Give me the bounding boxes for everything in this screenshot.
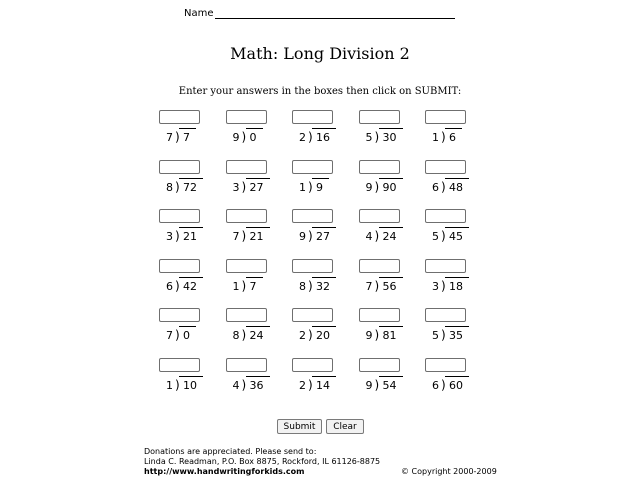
division-bracket: ) (308, 278, 313, 293)
divisor: 7 (365, 279, 373, 293)
division-problem (149, 107, 216, 157)
divisor: 2 (299, 131, 306, 144)
dividend: 60 (445, 376, 469, 392)
dividend: 0 (246, 128, 263, 144)
dividend: 10 (179, 376, 203, 392)
division-bracket: ) (441, 130, 446, 144)
division-problem (349, 355, 416, 405)
division-problem (216, 206, 283, 256)
dividend: 18 (445, 277, 469, 293)
footer (144, 447, 380, 477)
division-bracket: ) (308, 328, 313, 342)
answer-input[interactable] (359, 259, 400, 273)
answer-input[interactable] (292, 358, 333, 372)
dividend: 90 (379, 178, 403, 194)
divisor: 6 (166, 279, 173, 293)
submit-button[interactable]: Submit (277, 419, 322, 434)
divisor: 4 (365, 230, 373, 243)
answer-input[interactable] (159, 259, 200, 273)
instructions: Enter your answers in the boxes then click on SUBMIT: (178, 86, 462, 97)
division-problem (149, 256, 216, 306)
divisor: 5 (365, 131, 373, 144)
divisor: 3 (166, 230, 173, 243)
dividend: 7 (246, 277, 263, 293)
division-problem (349, 206, 416, 256)
division-problem (415, 305, 482, 355)
division-bracket: ) (175, 130, 180, 144)
answer-input[interactable] (292, 308, 333, 322)
dividend: 72 (179, 178, 203, 194)
answer-input[interactable] (226, 358, 267, 372)
division-problem (282, 157, 349, 207)
divisor: 2 (299, 329, 306, 342)
divisor: 1 (232, 279, 240, 293)
division-bracket: ) (175, 229, 180, 243)
division-problem (415, 355, 482, 405)
division-bracket: ) (308, 377, 313, 392)
divisor: 9 (365, 378, 373, 392)
division-bracket: ) (374, 229, 380, 243)
division-problem (282, 305, 349, 355)
division-bracket: ) (308, 179, 313, 194)
answer-input[interactable] (292, 209, 333, 223)
answer-input[interactable] (425, 160, 466, 174)
donation-text: Donations are appreciated. Please send to: (144, 447, 317, 456)
answer-input[interactable] (425, 308, 466, 322)
dividend: 35 (445, 326, 469, 342)
division-bracket: ) (175, 328, 180, 342)
answer-input[interactable] (359, 209, 400, 223)
division-problem (149, 157, 216, 207)
divisor: 3 (232, 180, 240, 194)
dividend: 56 (379, 277, 403, 293)
answer-input[interactable] (425, 358, 466, 372)
division-bracket: ) (374, 377, 380, 392)
division-bracket: ) (441, 278, 446, 293)
divisor: 9 (299, 230, 306, 243)
division-bracket: ) (374, 278, 380, 293)
dividend: 27 (312, 227, 336, 243)
division-bracket: ) (175, 278, 180, 293)
divisor: 9 (365, 180, 373, 194)
answer-input[interactable] (292, 110, 333, 124)
dividend: 16 (312, 128, 336, 144)
dividend: 9 (312, 178, 329, 194)
clear-button[interactable]: Clear (326, 419, 364, 434)
divisor: 5 (432, 329, 439, 342)
divisor: 1 (432, 131, 439, 144)
answer-input[interactable] (292, 259, 333, 273)
divisor: 6 (432, 180, 439, 194)
page-title: Math: Long Division 2 (230, 44, 410, 63)
division-bracket: ) (374, 179, 380, 194)
dividend: 48 (445, 178, 469, 194)
dividend: 81 (379, 326, 403, 342)
division-bracket: ) (241, 179, 247, 194)
dividend: 6 (445, 128, 462, 144)
name-underline (215, 18, 455, 19)
division-bracket: ) (241, 328, 247, 342)
divisor: 9 (232, 131, 240, 144)
division-bracket: ) (308, 229, 313, 243)
divisor: 8 (232, 329, 240, 342)
answer-input[interactable] (425, 209, 466, 223)
dividend: 21 (246, 227, 270, 243)
answer-input[interactable] (292, 160, 333, 174)
answer-input[interactable] (226, 259, 267, 273)
dividend: 36 (246, 376, 270, 392)
answer-input[interactable] (159, 160, 200, 174)
division-bracket: ) (241, 130, 247, 144)
dividend: 24 (246, 326, 270, 342)
division-bracket: ) (441, 229, 446, 243)
answer-input[interactable] (226, 209, 267, 223)
division-problem (216, 107, 283, 157)
division-problem (349, 157, 416, 207)
divisor: 6 (432, 378, 439, 392)
answer-input[interactable] (425, 259, 466, 273)
answer-input[interactable] (159, 308, 200, 322)
division-bracket: ) (441, 377, 446, 392)
answer-input[interactable] (159, 110, 200, 124)
division-problem (149, 206, 216, 256)
dividend: 42 (179, 277, 203, 293)
division-problem (282, 107, 349, 157)
answer-input[interactable] (359, 358, 400, 372)
problem-grid (149, 107, 482, 404)
divisor: 8 (299, 279, 306, 293)
division-problem (415, 107, 482, 157)
division-problem (282, 355, 349, 405)
division-problem (282, 206, 349, 256)
answer-input[interactable] (159, 358, 200, 372)
division-problem (349, 305, 416, 355)
answer-input[interactable] (226, 160, 267, 174)
division-problem (149, 305, 216, 355)
answer-input[interactable] (226, 110, 267, 124)
divisor: 7 (166, 131, 173, 144)
division-bracket: ) (374, 328, 380, 342)
name-label: Name (184, 8, 214, 19)
division-problem (415, 206, 482, 256)
divisor: 5 (432, 230, 439, 243)
dividend: 21 (179, 227, 203, 243)
divisor: 3 (432, 279, 439, 293)
answer-input[interactable] (425, 110, 466, 124)
division-bracket: ) (308, 130, 313, 144)
dividend: 20 (312, 326, 336, 342)
mailing-address: Linda C. Readman, P.O. Box 8875, Rockford, IL 61126-8875 (144, 457, 381, 466)
dividend: 32 (312, 277, 336, 293)
answer-input[interactable] (226, 308, 267, 322)
division-bracket: ) (175, 377, 180, 392)
dividend: 7 (179, 128, 196, 144)
division-bracket: ) (374, 130, 380, 144)
division-bracket: ) (441, 328, 446, 342)
divisor: 1 (166, 378, 173, 392)
dividend: 45 (445, 227, 469, 243)
divisor: 9 (365, 329, 373, 342)
dividend: 54 (379, 376, 403, 392)
division-problem (149, 355, 216, 405)
answer-input[interactable] (159, 209, 200, 223)
division-bracket: ) (441, 179, 446, 194)
division-bracket: ) (241, 377, 247, 392)
dividend: 0 (179, 326, 196, 342)
division-bracket: ) (241, 229, 247, 243)
divisor: 7 (232, 230, 240, 243)
dividend: 27 (246, 178, 270, 194)
dividend: 14 (312, 376, 336, 392)
divisor: 2 (299, 378, 306, 392)
division-problem (216, 305, 283, 355)
divisor: 7 (166, 329, 173, 342)
dividend: 24 (379, 227, 403, 243)
division-problem (216, 157, 283, 207)
answer-input[interactable] (359, 308, 400, 322)
division-problem (216, 355, 283, 405)
division-problem (349, 107, 416, 157)
dividend: 30 (379, 128, 403, 144)
division-bracket: ) (175, 179, 180, 194)
division-problem (349, 256, 416, 306)
division-problem (282, 256, 349, 306)
division-problem (415, 157, 482, 207)
website-link[interactable]: http://www.handwritingforkids.com (144, 467, 305, 476)
division-problem (415, 256, 482, 306)
divisor: 4 (232, 378, 240, 392)
division-bracket: ) (241, 278, 247, 293)
divisor: 8 (166, 180, 173, 194)
divisor: 1 (299, 180, 306, 194)
division-problem (216, 256, 283, 306)
copyright: © Copyright 2000-2009 (401, 467, 497, 476)
answer-input[interactable] (359, 160, 400, 174)
answer-input[interactable] (359, 110, 400, 124)
